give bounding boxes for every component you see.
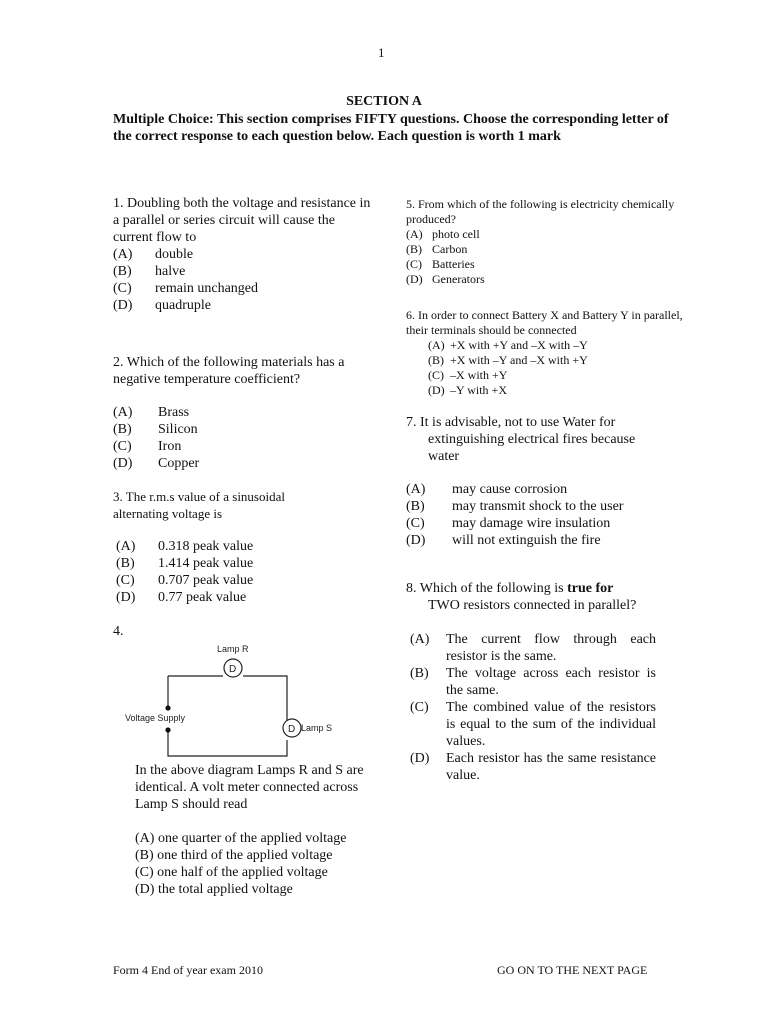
q1-option-d: (D) quadruple (113, 298, 211, 313)
q8-option-c: (C) The combined value of the resistors is equal to the sum of the individual values. (410, 700, 656, 749)
q7-option-c: (C) may damage wire insulation (406, 516, 611, 531)
q4-option-c: (C) one half of the applied voltage (135, 865, 328, 880)
q1-option-b: (B) halve (113, 264, 186, 279)
footer-right: GO ON TO THE NEXT PAGE (497, 963, 648, 977)
q8-option-d: (D) Each resistor has the same resistance value. (410, 751, 656, 783)
q3-option-c: (C) 0.707 peak value (116, 573, 254, 588)
q4-option-a: (A) one quarter of the applied voltage (135, 831, 347, 846)
q4-option-d: (D) the total applied voltage (135, 882, 293, 897)
lamp-s-glyph: D (288, 724, 296, 735)
q7-option-b: (B) may transmit shock to the user (406, 499, 624, 514)
question-6 (406, 308, 696, 398)
question-3 (113, 488, 318, 606)
question-4-text: In the above diagram Lamps R and S are identical. A volt meter connected across Lamp S should read (135, 763, 364, 812)
question-8 (406, 580, 656, 784)
supply-terminal-bottom (165, 727, 170, 732)
voltage-supply-label: Voltage Supply (125, 713, 186, 723)
q1-option-c: (C) remain unchanged (113, 281, 259, 296)
q2-option-b: (B) Silicon (113, 422, 198, 437)
question-5-text: 5. From which of the following is electricity chemically produced? (406, 197, 675, 226)
question-3-text: 3. The r.m.s value of a sinusoidal alternating voltage is (113, 489, 285, 521)
circuit-diagram (120, 640, 350, 765)
q7-option-a: (A) may cause corrosion (406, 482, 568, 497)
question-1 (113, 195, 378, 314)
section-title: SECTION A (346, 94, 422, 109)
q3-option-a: (A) 0.318 peak value (116, 539, 254, 554)
q8-option-a: (A) The current flow through each resistor is the same. (410, 632, 656, 664)
q6-option-c: (C) –X with +Y (428, 368, 508, 382)
q8-option-b: (B) The voltage across each resistor is the same. (410, 666, 656, 698)
q4-option-b: (B) one third of the applied voltage (135, 848, 333, 863)
q6-option-a: (A) +X with +Y and –X with –Y (428, 338, 588, 352)
page-number: 1 (378, 45, 385, 60)
question-6-text: 6. In order to connect Battery X and Battery Y in parallel, their terminals should be connected (406, 308, 683, 337)
supply-terminal-top (165, 705, 170, 710)
lamp-r-glyph: D (229, 664, 237, 675)
question-7 (406, 414, 661, 549)
circuit-wire-top (168, 676, 287, 756)
question-2 (113, 354, 363, 472)
question-7-text: 7. It is advisable, not to use Water for extinguishing electrical fires because water (406, 415, 636, 464)
question-8-text: 8. Which of the following is true for TWO resistors connected in parallel? (406, 581, 637, 613)
lamp-r-label: Lamp R (217, 644, 249, 654)
q5-option-b: (B) Carbon (406, 242, 468, 256)
question-5 (406, 197, 706, 287)
footer-left: Form 4 End of year exam 2010 (113, 963, 263, 977)
question-1-text: 1. Doubling both the voltage and resistance in a parallel or series circuit will cause the current flow to (113, 196, 371, 245)
q3-option-b: (B) 1.414 peak value (116, 556, 254, 571)
circuit-svg (120, 640, 350, 765)
q1-option-a: (A) double (113, 247, 194, 262)
q2-option-a: (A) Brass (113, 405, 190, 420)
lamp-s-label: Lamp S (301, 723, 333, 733)
q5-option-c: (C) Batteries (406, 257, 475, 271)
q5-option-a: (A) photo cell (406, 227, 480, 241)
question-2-text: 2. Which of the following materials has a negative temperature coefficient? (113, 355, 345, 387)
q5-option-d: (D) Generators (406, 272, 485, 286)
q2-option-d: (D) Copper (113, 456, 200, 471)
q6-option-b: (B) +X with –Y and –X with +Y (428, 353, 588, 367)
q7-option-d: (D) will not extinguish the fire (406, 533, 601, 548)
question-4-number: 4. (113, 624, 124, 639)
question-4 (135, 762, 375, 898)
q2-option-c: (C) Iron (113, 439, 182, 454)
q6-option-d: (D) –Y with +X (428, 383, 507, 397)
instructions: Multiple Choice: This section comprises FIFTY questions. Choose the corresponding letter of the correct response to each question below. Each question is worth 1 mark (113, 112, 669, 144)
q3-option-d: (D) 0.77 peak value (116, 590, 247, 605)
